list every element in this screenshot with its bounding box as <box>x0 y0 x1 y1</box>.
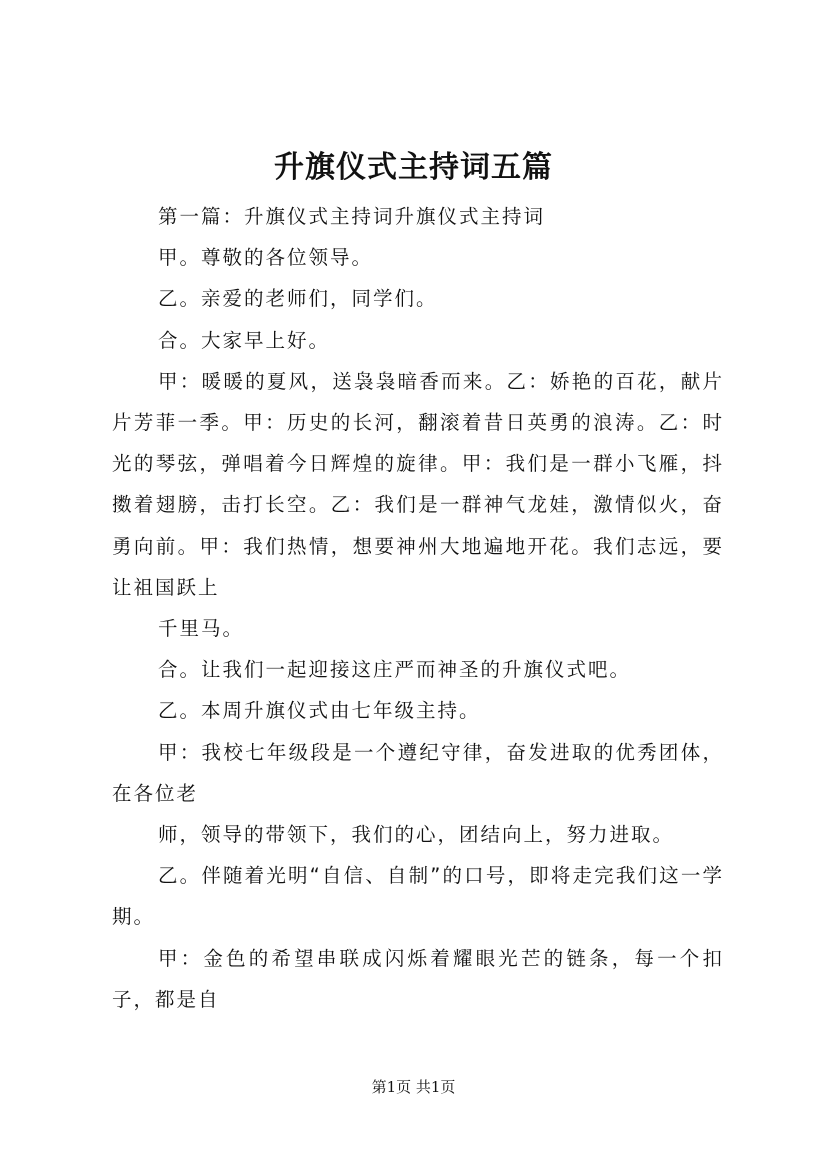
paragraph-12: 甲：金色的希望串联成闪烁着耀眼光芒的链条，每一个扣子，都是自 <box>112 946 724 1011</box>
page-title: 升旗仪式主持词五篇 <box>274 150 553 185</box>
paragraph-1: 第一篇：升旗仪式主持词升旗仪式主持词 <box>158 205 546 228</box>
paragraph-2: 甲。尊敬的各位领导。 <box>158 246 374 270</box>
paragraph-3: 乙。亲爱的老师们，同学们。 <box>158 287 438 311</box>
page-footer: 第1页 共1页 <box>371 1078 456 1096</box>
paragraph-5: 甲：暖暖的夏风，送袅袅暗香而来。乙：娇艳的百花，献片片芳菲一季。甲：历史的长河，翻滚着昔日英勇的浪涛。乙：时光的琴弦，弹唱着今日辉煌的旋律。甲：我们是一群小飞雁，抖擞着翅膀，击打长空。乙：我们是一群神气龙娃，激情似火，奋勇向前。甲：我们热情，想要神州大地遍地开花。我们志远，要让祖国跃上 <box>112 369 724 599</box>
paragraph-10: 师，领导的带领下，我们的心，团结向上，努力进取。 <box>158 823 675 847</box>
document-body <box>112 196 724 1020</box>
paragraph-8: 乙。本周升旗仪式由七年级主持。 <box>158 699 481 723</box>
paragraph-6: 千里马。 <box>158 617 245 641</box>
paragraph-4: 合。大家早上好。 <box>158 328 331 352</box>
paragraph-7: 合。让我们一起迎接这庄严而神圣的升旗仪式吧。 <box>158 658 632 682</box>
paragraph-9: 甲：我校七年级段是一个遵纪守律，奋发进取的优秀团体，在各位老 <box>112 740 724 805</box>
paragraph-11: 乙。伴随着光明“自信、自制”的口号，即将走完我们这一学期。 <box>112 864 724 929</box>
